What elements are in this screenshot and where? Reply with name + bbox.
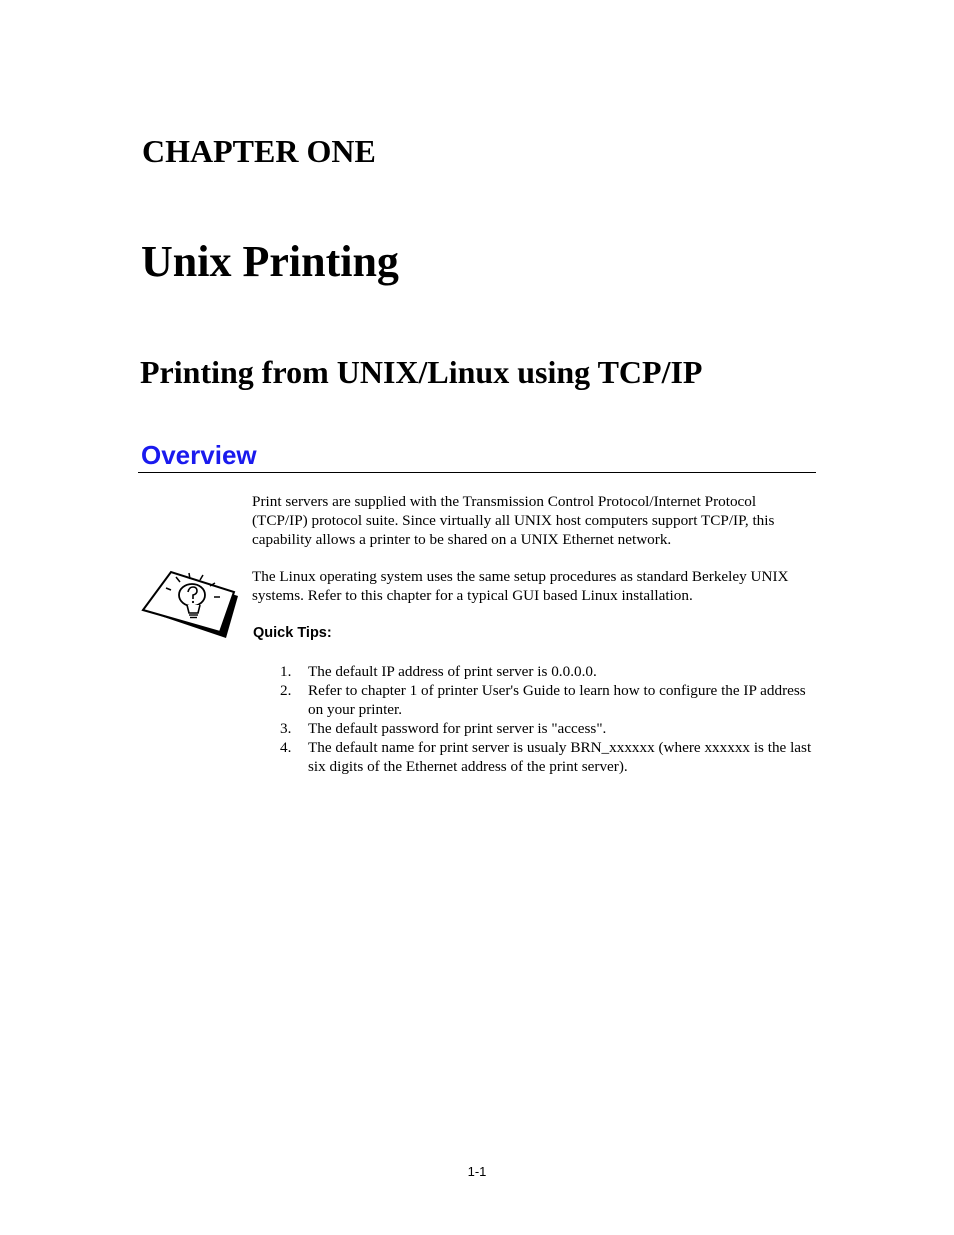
list-item-text: The default password for print server is "access". — [308, 720, 607, 737]
subsection-title: Overview — [141, 440, 257, 470]
section-title: Printing from UNIX/Linux using TCP/IP — [140, 354, 703, 390]
lightbulb-note-icon — [140, 568, 240, 640]
chapter-label: CHAPTER ONE — [142, 133, 376, 169]
list-item-text: Refer to chapter 1 of printer User's Guide to learn how to configure the IP address on your printer. — [308, 682, 806, 718]
quick-tips-list — [252, 662, 812, 776]
body-paragraph: Print servers are supplied with the Transmission Control Protocol/Internet Protocol (TCP/IP) protocol suite. Since virtually all UNIX host computers support TCP/IP, this capability allows a printer to be shared on a UNIX Ethernet network. — [252, 493, 775, 548]
list-item-number: 2. — [280, 682, 292, 699]
list-item-number: 1. — [280, 663, 292, 680]
list-item-text: The default IP address of print server is 0.0.0.0. — [308, 663, 597, 680]
heading-divider — [138, 472, 816, 473]
body-paragraph: The Linux operating system uses the same setup procedures as standard Berkeley UNIX systems. Refer to this chapter for a typical GUI based Linux installation. — [252, 568, 789, 604]
list-item — [252, 719, 812, 738]
chapter-title: Unix Printing — [141, 237, 399, 286]
list-item — [252, 662, 812, 681]
list-item-number: 4. — [280, 739, 292, 756]
list-item-text: The default name for print server is usualy BRN_xxxxxx (where xxxxxx is the last six digits of the Ethernet address of the print server). — [308, 739, 812, 775]
page-number: 1-1 — [467, 1164, 487, 1179]
quick-tips-heading: Quick Tips: — [253, 625, 332, 641]
list-item — [252, 681, 812, 719]
list-item — [252, 738, 812, 776]
list-item-number: 3. — [280, 720, 292, 737]
